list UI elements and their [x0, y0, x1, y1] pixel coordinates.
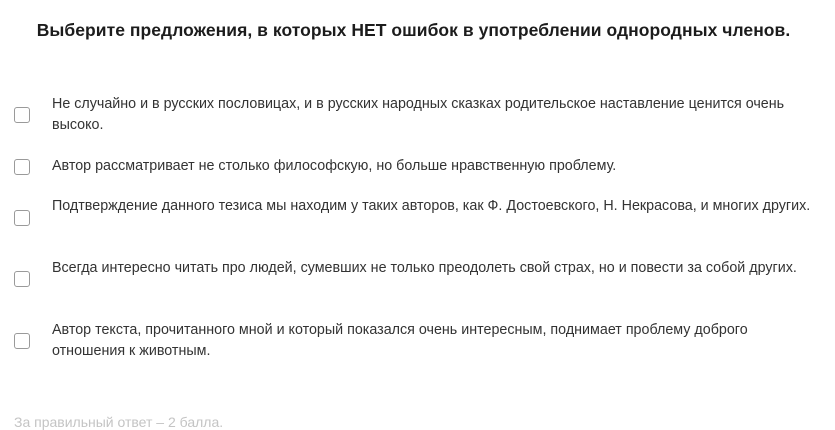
- answer-checkbox-5[interactable]: [14, 333, 30, 349]
- answer-option-text-2[interactable]: Автор рассматривает не столько философскую, но больше нравственную проблему.: [52, 158, 617, 174]
- answer-checkbox-4[interactable]: [14, 271, 30, 287]
- question-title: Выберите предложения, в которых НЕТ ошибок в употреблении однородных членов.: [36, 20, 791, 40]
- score-note: За правильный ответ – 2 балла.: [14, 414, 224, 430]
- answer-option-text-1[interactable]: Не случайно и в русских пословицах, и в русских народных сказках родительское наставление ценится очень высоко.: [52, 96, 785, 133]
- answer-option-text-5[interactable]: Автор текста, прочитанного мной и который показался очень интересным, поднимает проблему доброго отношения к животным.: [52, 322, 748, 359]
- answer-checkbox-3[interactable]: [14, 210, 30, 226]
- answer-checkbox-1[interactable]: [14, 107, 30, 123]
- answer-checkbox-2[interactable]: [14, 159, 30, 175]
- answer-option-text-4[interactable]: Всегда интересно читать про людей, сумевших не только преодолеть свой страх, но и повести за собой других.: [52, 260, 797, 276]
- answer-option-text-3[interactable]: Подтверждение данного тезиса мы находим у таких авторов, как Ф. Достоевского, Н. Некрасова, и многих других.: [52, 198, 811, 214]
